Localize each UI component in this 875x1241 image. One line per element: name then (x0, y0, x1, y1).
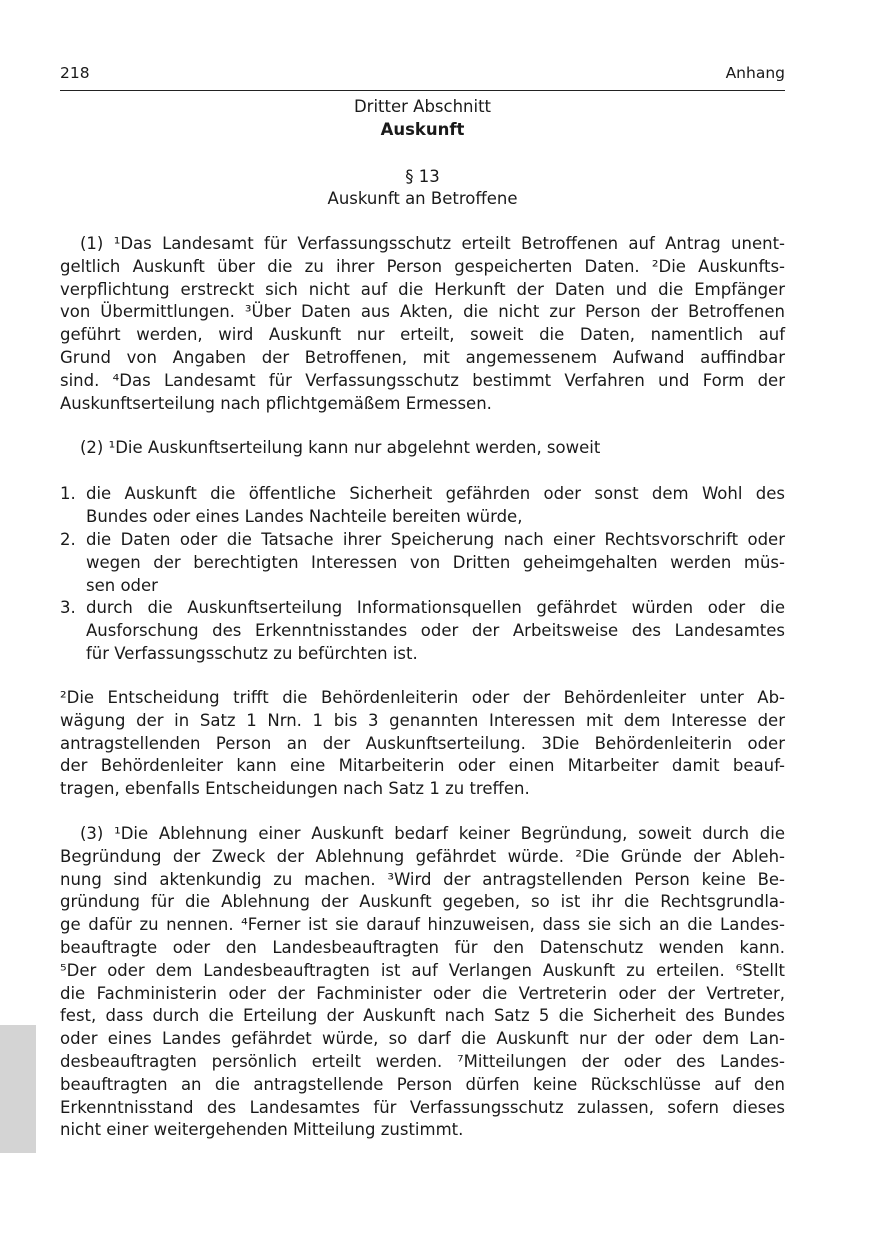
list-item-text (86, 483, 785, 529)
text-line: Grund von Angaben der Betroffenen, mit angemessenem Aufwand auffindbar (60, 347, 785, 367)
text-line: Erkenntnisstand des Landesamtes für Verfassungsschutz zulassen, sofern dieses (60, 1097, 785, 1117)
paragraph-title: Auskunft an Betroffene (327, 189, 518, 208)
text-line: antragstellenden Person an der Auskunftserteilung. 3Die Behördenleiterin oder (60, 733, 785, 753)
section-title: Auskunft (380, 120, 465, 139)
page-number: 218 (60, 64, 90, 82)
text-line: geltlich Auskunft über die zu ihrer Person gespeicherten Daten. ²Die Auskunfts- (60, 256, 785, 276)
text-line: Bundes oder eines Landes Nachteile bereiten würde, (86, 506, 523, 526)
list-item-text (86, 529, 785, 597)
text-line: wegen der berechtigten Interessen von Dritten geheimgehalten werden müs- (86, 552, 785, 572)
text-line: die Daten oder die Tatsache ihrer Speicherung nach einer Rechtsvorschrift oder (86, 530, 785, 549)
text-line: sen oder (86, 575, 158, 595)
text-line: fest, dass durch die Erteilung der Auskunft nach Satz 5 die Sicherheit des Bundes (60, 1006, 785, 1026)
text-line: geführt werden, wird Auskunft nur erteilt, soweit die Daten, namentlich auf (60, 325, 785, 345)
text-line: Auskunftserteilung nach pflichtgemäßem Ermessen. (60, 393, 492, 413)
text-line: tragen, ebenfalls Entscheidungen nach Satz 1 zu treffen. (60, 779, 530, 799)
list-item-number: 1. (60, 484, 76, 503)
text-line: von Übermittlungen. ³Über Daten aus Akten, die nicht zur Person der Betroffenen (60, 302, 785, 322)
text-line: ²Die Entscheidung trifft die Behördenleiterin oder der Behördenleiter unter Ab- (60, 688, 785, 707)
paragraph-1 (60, 233, 785, 415)
text-line: verpflichtung erstreckt sich nicht auf die Herkunft der Daten und die Empfänger (60, 279, 785, 299)
page-header (60, 64, 785, 91)
paragraph-2-intro: (2) ¹Die Auskunftserteilung kann nur abgelehnt werden, soweit (80, 438, 601, 457)
text-line: die Auskunft die öffentliche Sicherheit gefährden oder sonst dem Wohl des (86, 484, 785, 503)
text-line: Begründung der Zweck der Ablehnung gefährdet würde. ²Die Gründe der Ableh- (60, 846, 785, 866)
text-line: durch die Auskunftserteilung Informationsquellen gefährdet würden oder die (86, 598, 785, 617)
paragraph-2-continuation (60, 687, 785, 801)
text-line: desbeauftragten persönlich erteilt werden. ⁷Mitteilungen der oder des Landes- (60, 1051, 785, 1071)
text-line: gründung für die Ablehnung der Auskunft gegeben, so ist ihr die Rechtsgrundla- (60, 892, 785, 912)
text-line: nicht einer weitergehenden Mitteilung zustimmt. (60, 1120, 464, 1140)
text-line: beauftragte oder den Landesbeauftragten für den Datenschutz wenden kann. (60, 937, 785, 957)
list-item-number: 2. (60, 530, 76, 549)
paragraph-3 (60, 823, 785, 1142)
text-line: der Behördenleiter kann eine Mitarbeiterin oder einen Mitarbeiter damit beauf- (60, 756, 785, 776)
text-line: ge dafür zu nennen. ⁴Ferner ist sie darauf hinzuweisen, dass sie sich an die Landes- (60, 915, 785, 935)
text-line: sind. ⁴Das Landesamt für Verfassungsschutz bestimmt Verfahren und Form der (60, 370, 785, 390)
text-line: (3) ¹Die Ablehnung einer Auskunft bedarf keiner Begründung, soweit durch die (80, 824, 785, 843)
list-item-number: 3. (60, 598, 76, 617)
text-line: Ausforschung des Erkenntnisstandes oder der Arbeitsweise des Landesamtes (86, 620, 785, 640)
running-head: Anhang (725, 64, 785, 82)
text-line: nung sind aktenkundig zu machen. ³Wird der antragstellenden Person keine Be- (60, 869, 785, 889)
text-line: (1) ¹Das Landesamt für Verfassungsschutz erteilt Betroffenen auf Antrag unent- (80, 234, 785, 253)
list-item-text (86, 597, 785, 665)
section-label: Dritter Abschnitt (353, 97, 492, 116)
text-line: oder eines Landes gefährdet würde, so darf die Auskunft nur der oder dem Lan- (60, 1029, 785, 1049)
text-line: beauftragten an die antragstellende Person dürfen keine Rückschlüsse auf den (60, 1074, 785, 1094)
paragraph-sign: § 13 (405, 167, 440, 186)
thumb-index-tab (0, 1025, 36, 1153)
text-line: die Fachministerin oder der Fachminister oder die Vertreterin oder der Vertreter, (60, 983, 785, 1003)
text-line: wägung der in Satz 1 Nrn. 1 bis 3 genannten Interessen mit dem Interesse der (60, 710, 785, 730)
text-line: ⁵Der oder dem Landesbeauftragten ist auf Verlangen Auskunft zu erteilen. ⁶Stellt (60, 960, 785, 980)
text-line: für Verfassungsschutz zu befürchten ist. (86, 643, 418, 663)
